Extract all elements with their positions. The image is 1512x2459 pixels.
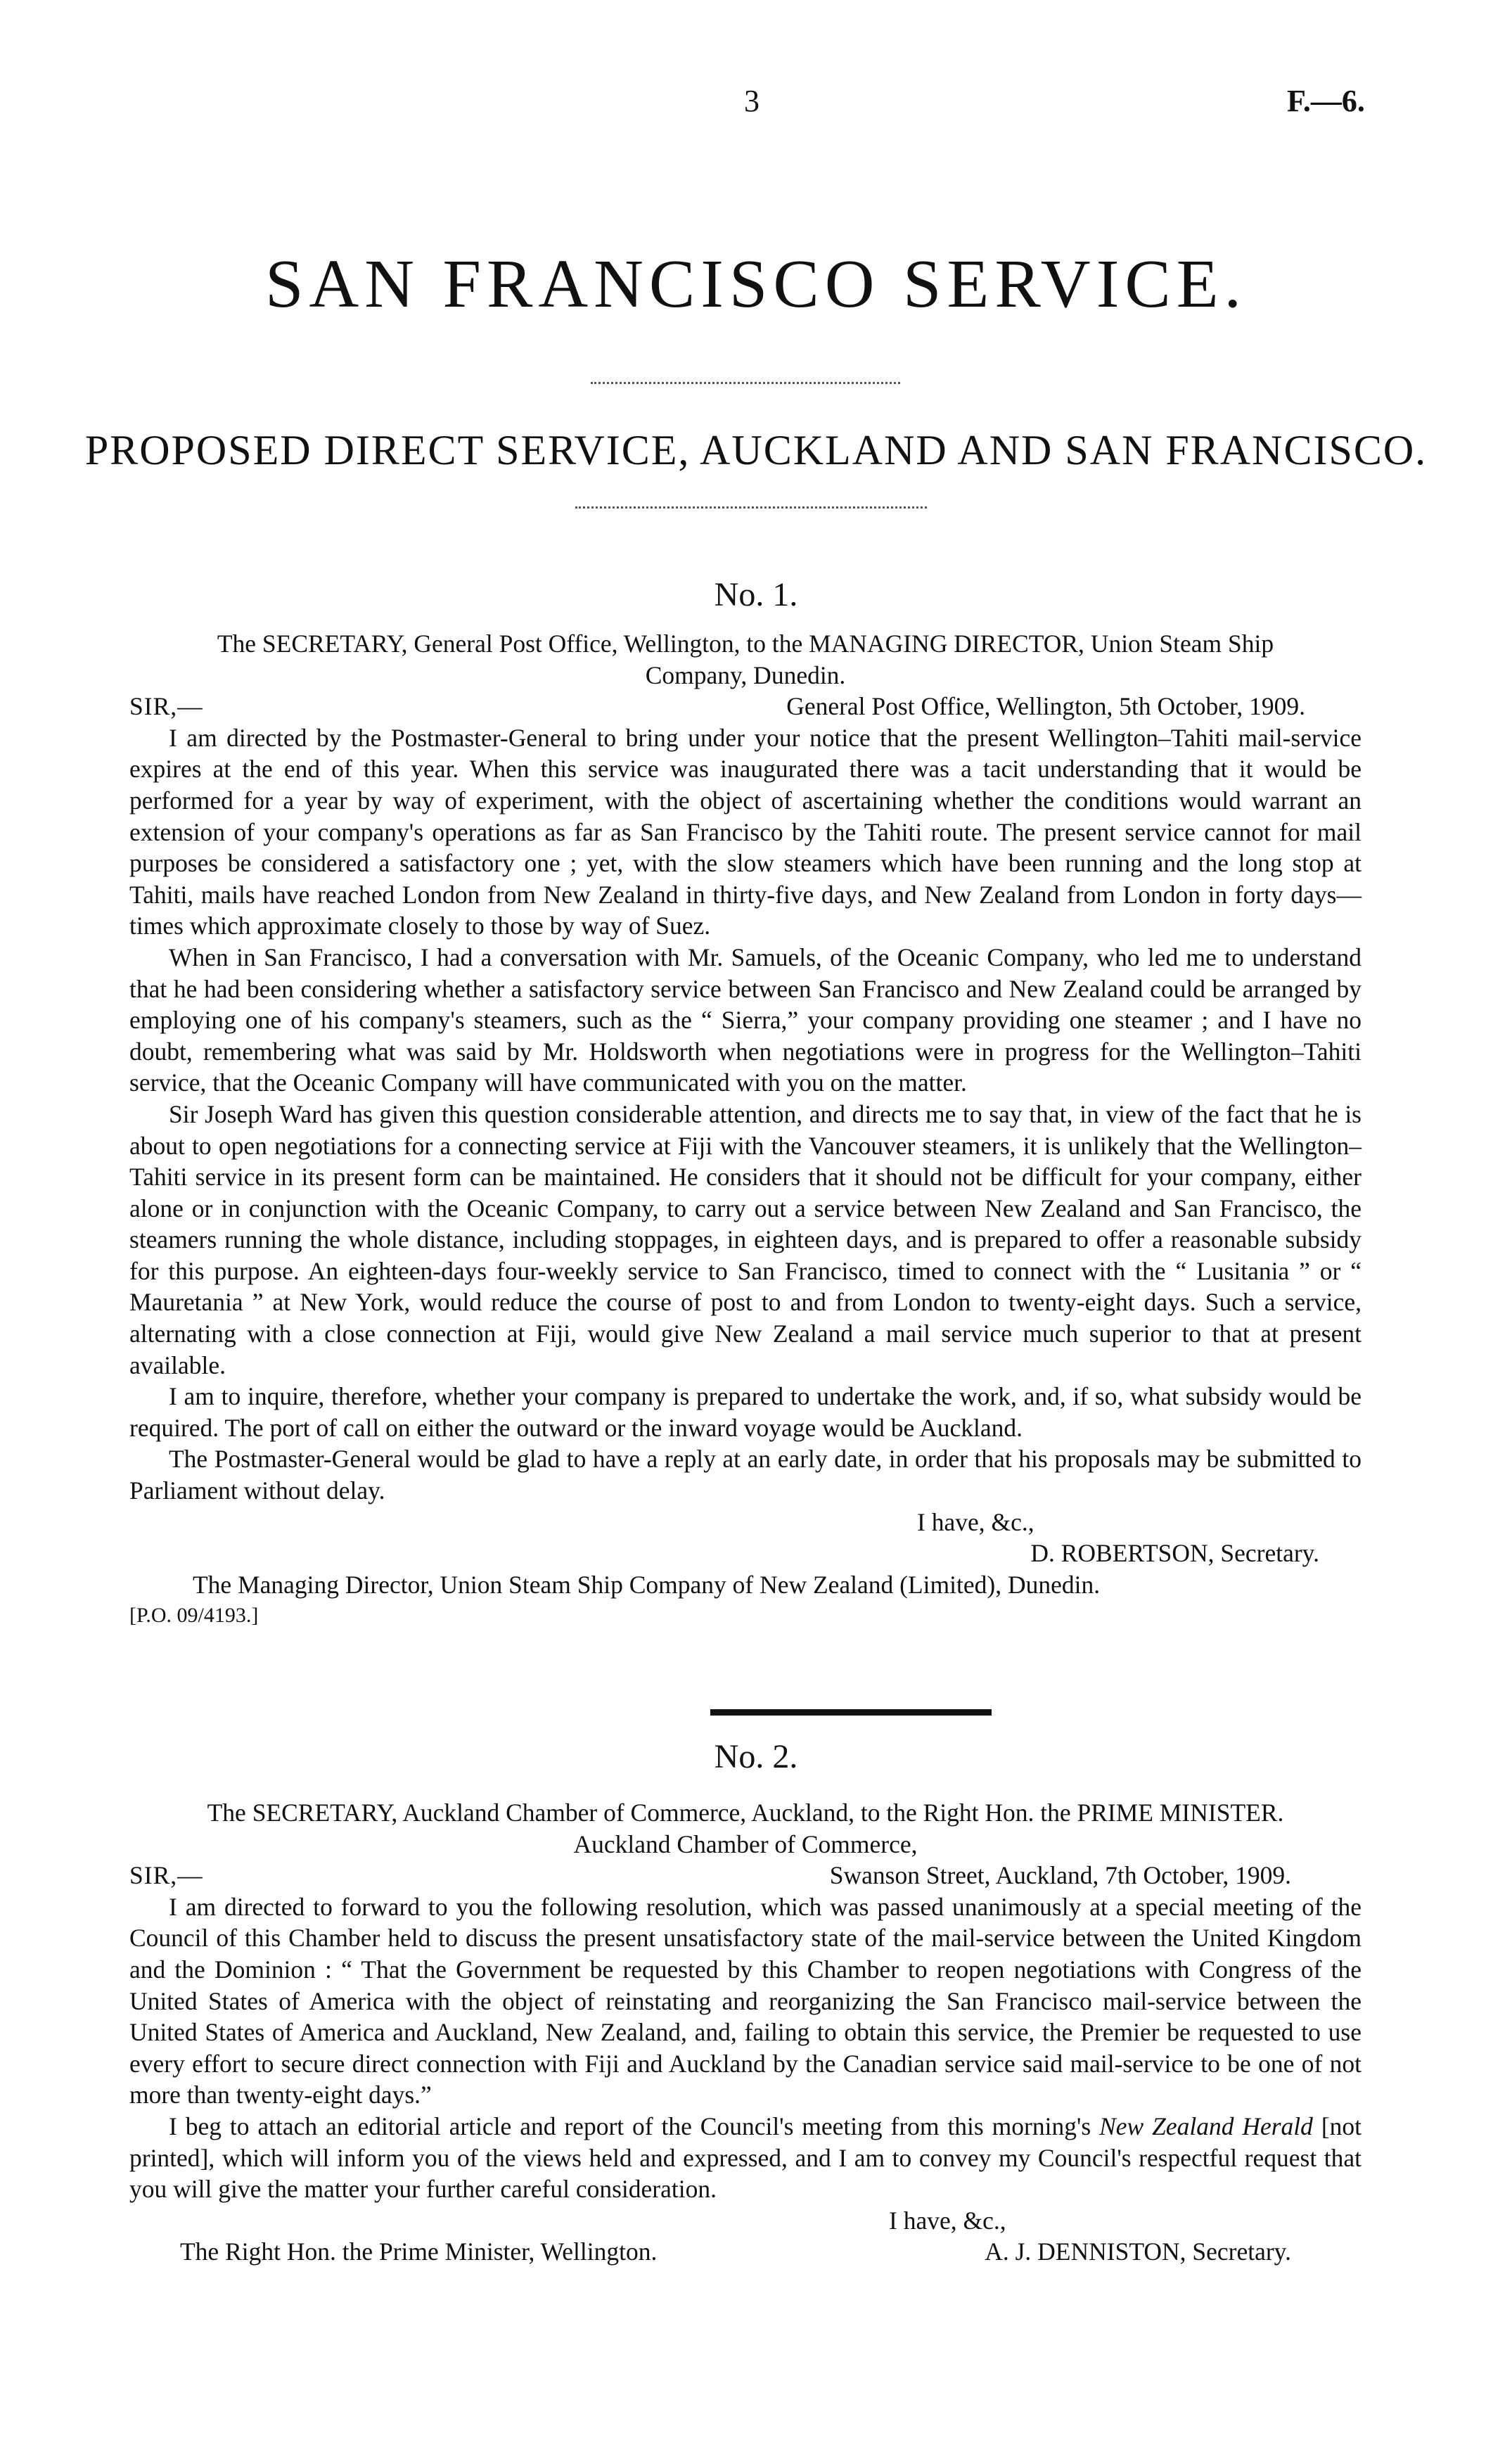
- letter1-addressee: The Managing Director, Union Steam Ship Company of New Zealand (Limited), Dunedin.: [193, 1570, 1101, 1599]
- letter2-paragraph-2-end: [not printed], which will inform you of the views held and expressed, and I am to convey my Council's respectful request that you will give the matter your further careful consideration.: [129, 2112, 1362, 2204]
- letter1-paragraph: The Postmaster-General would be glad to have a reply at an early date, in order that his proposals may be submitted to Parliament without delay.: [129, 1445, 1362, 1505]
- letter1-heading-line2: Company, Dunedin.: [645, 660, 846, 689]
- newspaper-title: New Zealand Herald: [1099, 2112, 1313, 2140]
- subtitle-divider: [575, 506, 927, 509]
- letter2-dateline: Swanson Street, Auckland, 7th October, 1909.: [829, 1861, 1291, 1890]
- letter1-number: No. 1.: [714, 576, 798, 613]
- letter1-paragraph: I am directed by the Postmaster-General to bring under your notice that the present Wellington–Tahiti mail-service expires at the end of this year. When this service was inaugurated there was a tacit understanding that it would be performed for a year by way of experiment, with the object of ascertaining whether the conditions would warrant an extension of your company's operations as far as San Francisco by the Tahiti route. The present service cannot for mail purposes be considered a satisfactory one ; yet, with the slow steamers which have been running and the long stop at Tahiti, mails have reached London from New Zealand in thirty-five days, and New Zealand from London in forty days—times which approximate closely to those by way of Suez.: [129, 723, 1362, 940]
- letter1-signature: D. ROBERTSON, Secretary.: [1030, 1539, 1319, 1568]
- letter2-body: [129, 1797, 1362, 2268]
- letter2-paragraph-2-start: I beg to attach an editorial article and report of the Council's meeting from this morning's: [169, 2112, 1100, 2140]
- letter2-address-line1: Auckland Chamber of Commerce,: [573, 1829, 918, 1858]
- letter1-closing: I have, &c.,: [917, 1507, 1034, 1536]
- letter2-paragraph: I am directed to forward to you the following resolution, which was passed unanimously at a special meeting of the Council of this Chamber held to discuss the present unsatisfactory state of the mail-service between the United Kingdom and the Dominion : “ That the Government be requested by this Chamber to reopen negotiations with Congress of the United States of America with the object of reinstating and reorganizing the San Francisco mail-service between the United States of America and Auckland, New Zealand, and, failing to obtain this service, the Premier be requested to use every effort to secure direct connection with Fiji and Auckland by the Canadian service said mail-service to be one of not more than twenty-eight days.”: [129, 1892, 1362, 2109]
- letter1-paragraph: When in San Francisco, I had a conversation with Mr. Samuels, of the Oceanic Company, who led me to understand that he had been considering whether a satisfactory service between San Francisco and New Zealand could be arranged by employing one of his company's steamers, such as the “ Sierra,” your company providing one steamer ; and I have no doubt, remembering what was said by Mr. Holdsworth when negotiations were in progress for the Wellington–Tahiti service, that the Oceanic Company will have communicated with you on the matter.: [129, 943, 1362, 1097]
- letter1-salutation: SIR,—: [129, 692, 203, 721]
- letter2-number: No. 2.: [714, 1738, 798, 1775]
- page-title: SAN FRANCISCO SERVICE.: [264, 246, 1248, 322]
- letter1-dateline: General Post Office, Wellington, 5th October, 1909.: [786, 692, 1305, 721]
- document-reference: F.—6.: [1287, 84, 1365, 118]
- letter1-salutation-row: [129, 691, 1362, 722]
- letter2-signature: A. J. DENNISTON, Secretary.: [985, 2237, 1291, 2266]
- letter2-closing: I have, &c.,: [889, 2206, 1006, 2235]
- letter2-salutation: SIR,—: [129, 1861, 203, 1890]
- letter2-heading: The SECRETARY, Auckland Chamber of Commerce, Auckland, to the Right Hon. the PRIME MINISTER.: [207, 1799, 1284, 1827]
- page-subtitle: PROPOSED DIRECT SERVICE, AUCKLAND AND SAN FRANCISCO.: [84, 427, 1428, 473]
- letter1-paragraph: Sir Joseph Ward has given this question considerable attention, and directs me to say that, in view of the fact that he is about to open negotiations for a connecting service at Fiji with the Vancouver steamers, it is unlikely that the Wellington–Tahiti service in its present form can be maintained. He considers that it should not be difficult for your company, either alone or in conjunction with the Oceanic Company, to carry out a service between New Zealand and San Francisco, the steamers running the whole distance, including stoppages, in eighteen days, and is prepared to offer a reasonable subsidy for this purpose. An eighteen-days four-weekly service to San Francisco, timed to connect with the “ Lusitania ” or “ Mauretania ” at New York, would reduce the course of post to and from London to twenty-eight days. Such a service, alternating with a close connection at Fiji, would give New Zealand a mail service much superior to that at present available.: [129, 1099, 1362, 1379]
- letter1-heading-line1: The SECRETARY, General Post Office, Wellington, to the MANAGING DIRECTOR, Union Steam Ship: [217, 630, 1274, 658]
- letter1-paragraph: I am to inquire, therefore, whether your company is prepared to undertake the work, and, if so, what subsidy would be required. The port of call on either the outward or the inward voyage would be Auckland.: [129, 1382, 1362, 1442]
- section-rule: [710, 1709, 992, 1716]
- letter1-file-reference: [P.O. 09/4193.]: [129, 1604, 259, 1628]
- page-number: 3: [744, 84, 760, 118]
- letter2-paragraph-2: [129, 2111, 1362, 2205]
- letter2-addressee: The Right Hon. the Prime Minister, Wellington.: [180, 2237, 658, 2266]
- letter1-body: [129, 628, 1362, 1632]
- title-divider: [591, 382, 900, 384]
- letter2-signoff-row: [129, 2236, 1362, 2268]
- letter2-salutation-row: [129, 1860, 1362, 1891]
